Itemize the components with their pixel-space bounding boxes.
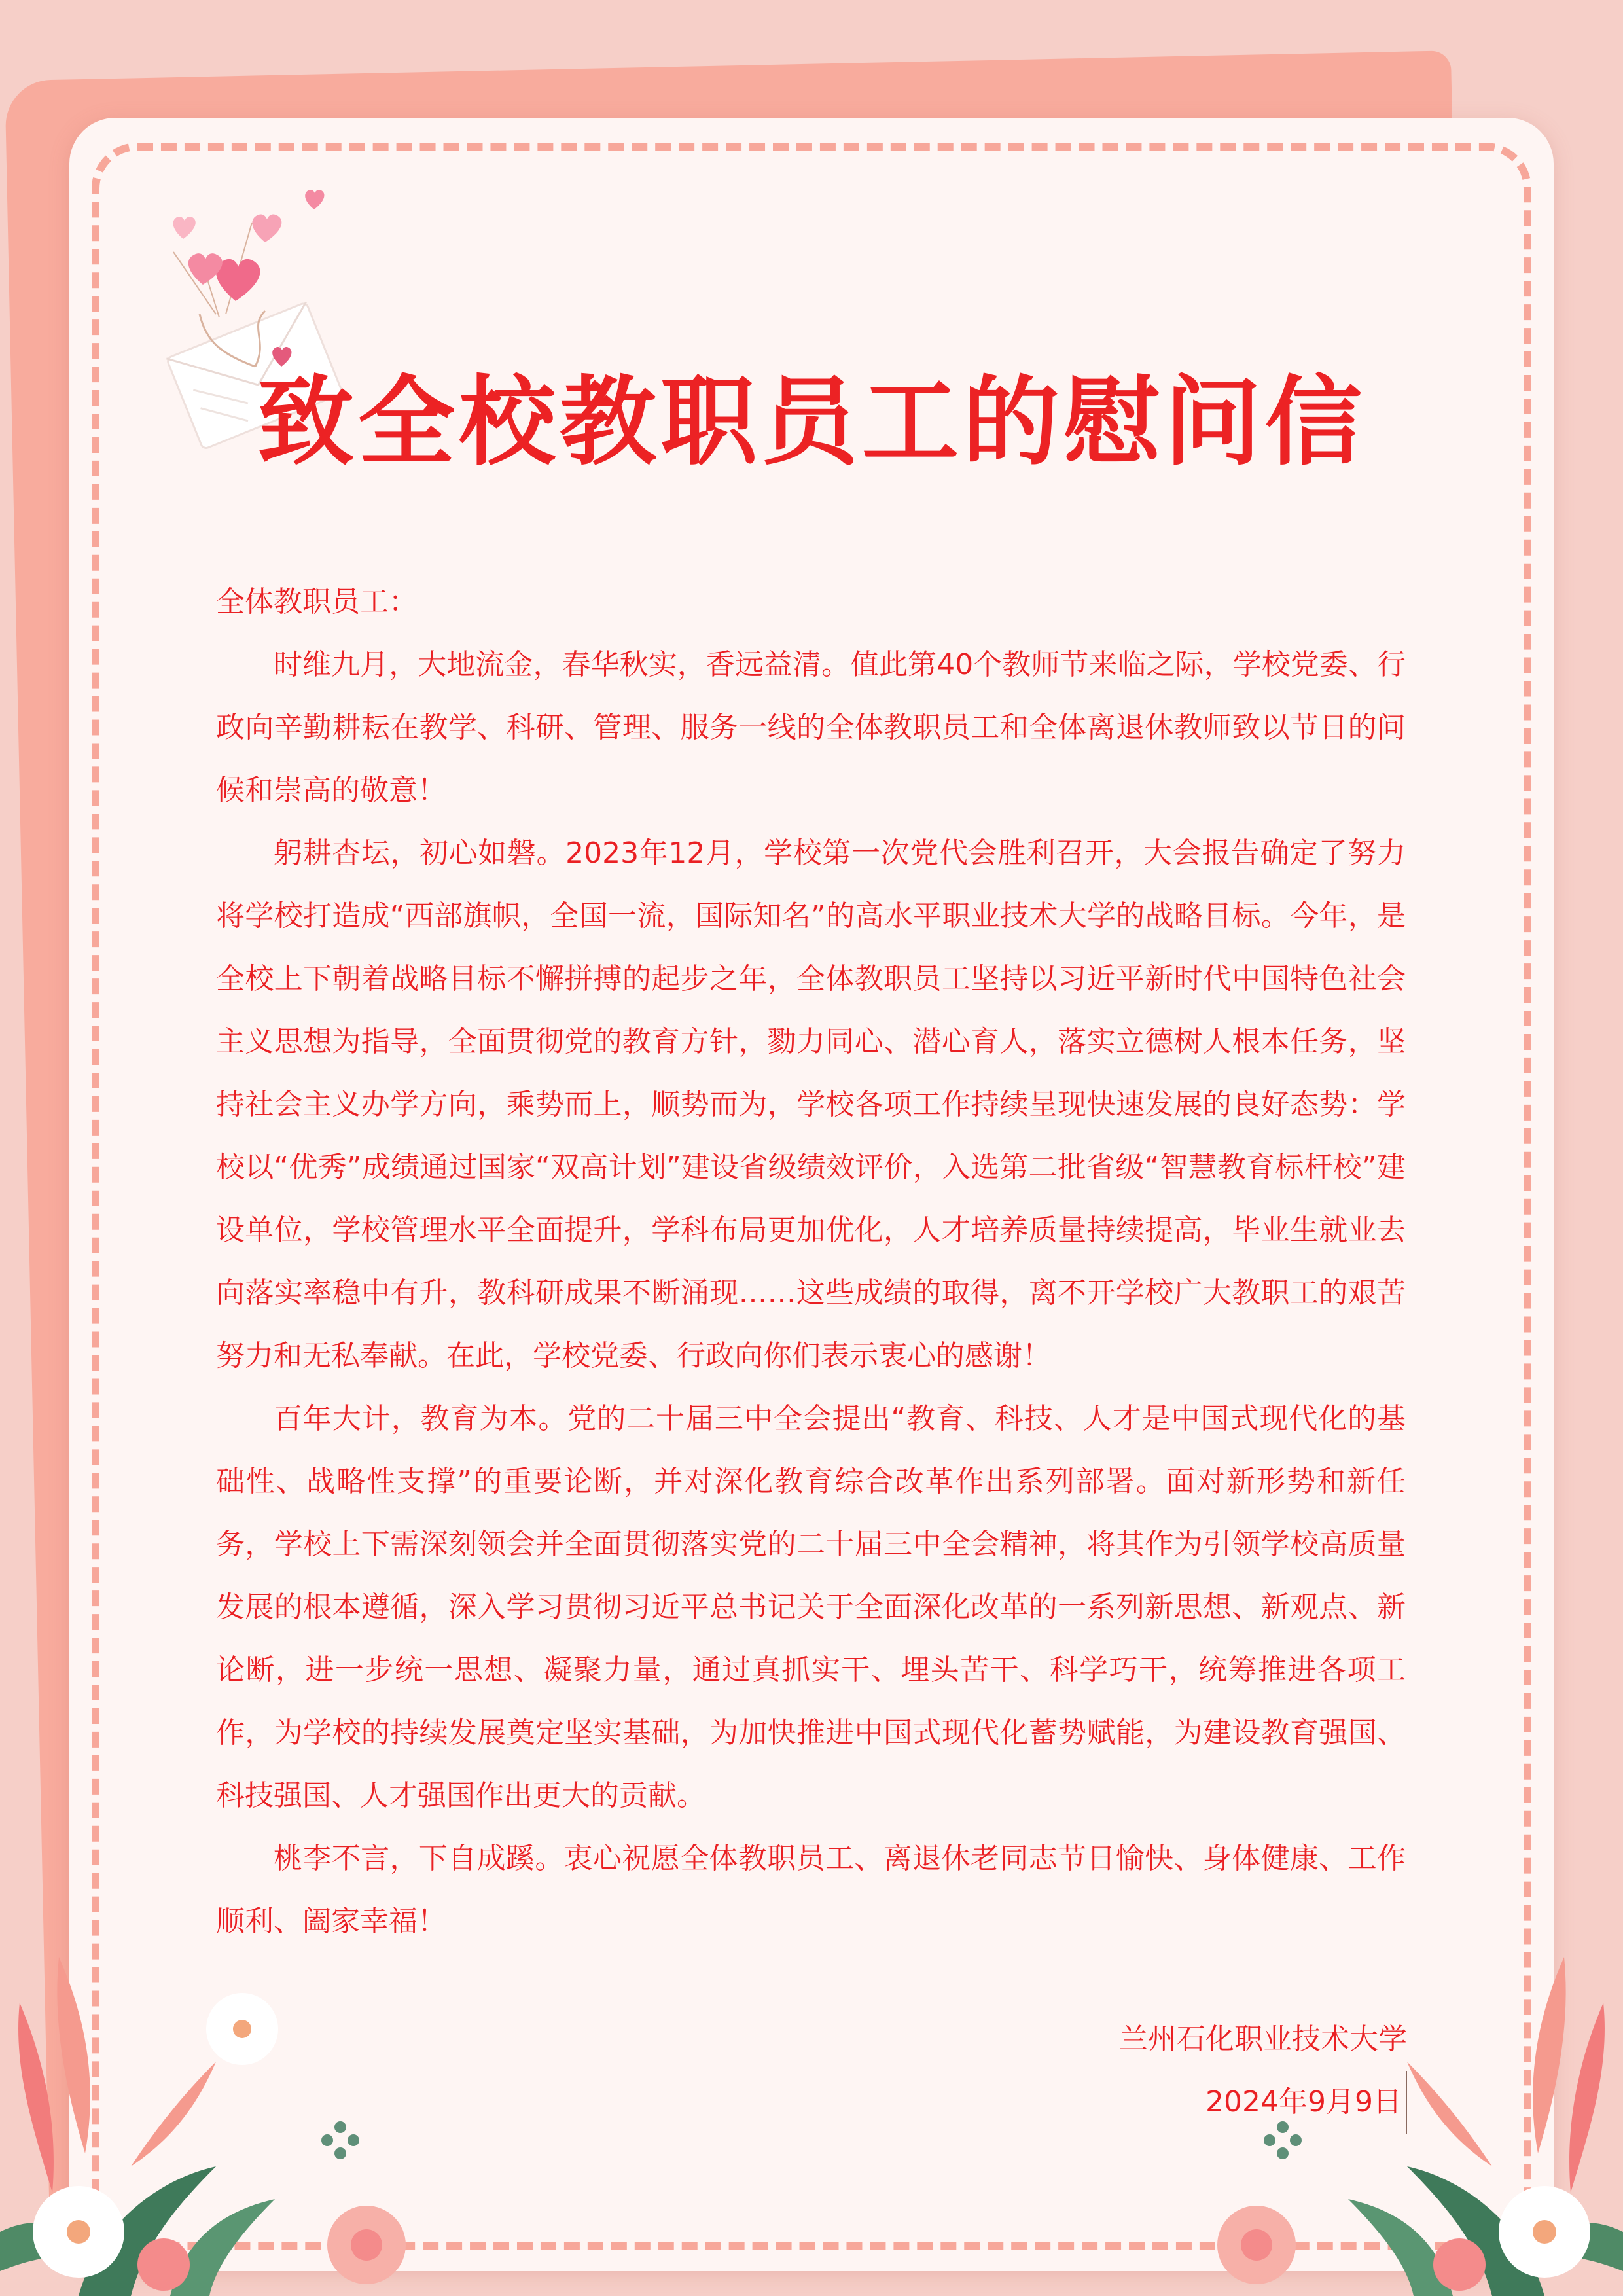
letter-title: 致全校教职员工的慰问信 (257, 366, 1366, 478)
letter-body (216, 571, 1406, 1953)
salutation: 全体教职员工： (216, 585, 418, 619)
paragraph-2: 躬耕杏坛，初心如磐。2023年12月，学校第一次党代会胜利召开，大会报告确定了努力将学校打造成“西部旗帜，全国一流，国际知名”的高水平职业技术大学的战略目标。今年，是全校上下朝着战略目标不懈拼搏的起步之年，全体教职员工坚持以习近平新时代中国特色社会主义思想为指导，全面贯彻党的教育方针，勠力同心、潜心育人，落实立德树人根本任务，坚持社会主义办学方向，乘势而上，顺势而为，学校各项工作持续呈现快速发展的良好态势：学校以“优秀”成绩通过国家“双高计划”建设省级绩效评价，入选第二批省级“智慧教育标杆校”建设单位，学校管理水平全面提升，学科布局更加优化，人才培养质量持续提高，毕业生就业去向落实率稳中有升，教科研成果不断涌现……这些成绩的取得，离不开学校广大教职工的艰苦努力和无私奉献。在此，学校党委、行政向你们表示衷心的感谢！ (216, 836, 1406, 1372)
signature: 兰州石化职业技术大学 (1119, 2022, 1407, 2056)
paragraph-1: 时维九月，大地流金，春华秋实，香远益清。值此第40个教师节来临之际，学校党委、行政向辛勤耕耘在教学、科研、管理、服务一线的全体教职员工和全体离退休教师致以节日的问候和崇高的敬意！ (216, 648, 1406, 807)
paragraph-3: 百年大计，教育为本。党的二十届三中全会提出“教育、科技、人才是中国式现代化的基础性、战略性支撑”的重要论断，并对深化教育综合改革作出系列部署。面对新形势和新任务，学校上下需深刻领会并全面贯彻落实党的二十届三中全会精神，将其作为引领学校高质量发展的根本遵循，深入学习贯彻习近平总书记关于全面深化改革的一系列新思想、新观点、新论断，进一步统一思想、凝聚力量，通过真抓实干、埋头苦干、科学巧干，统筹推进各项工作，为学校的持续发展奠定坚实基础，为加快推进中国式现代化蓄势赋能，为建设教育强国、科技强国、人才强国作出更大的贡献。 (216, 1402, 1406, 1812)
letter-date: 2024年9月9日 (1205, 2071, 1407, 2134)
paragraph-4: 桃李不言，下自成蹊。衷心祝愿全体教职员工、离退休老同志节日愉快、身体健康、工作顺利、阖家幸福！ (216, 1842, 1406, 1938)
flower-corner-left-icon (0, 1918, 406, 2296)
flower-corner-right-icon (1217, 1918, 1623, 2296)
